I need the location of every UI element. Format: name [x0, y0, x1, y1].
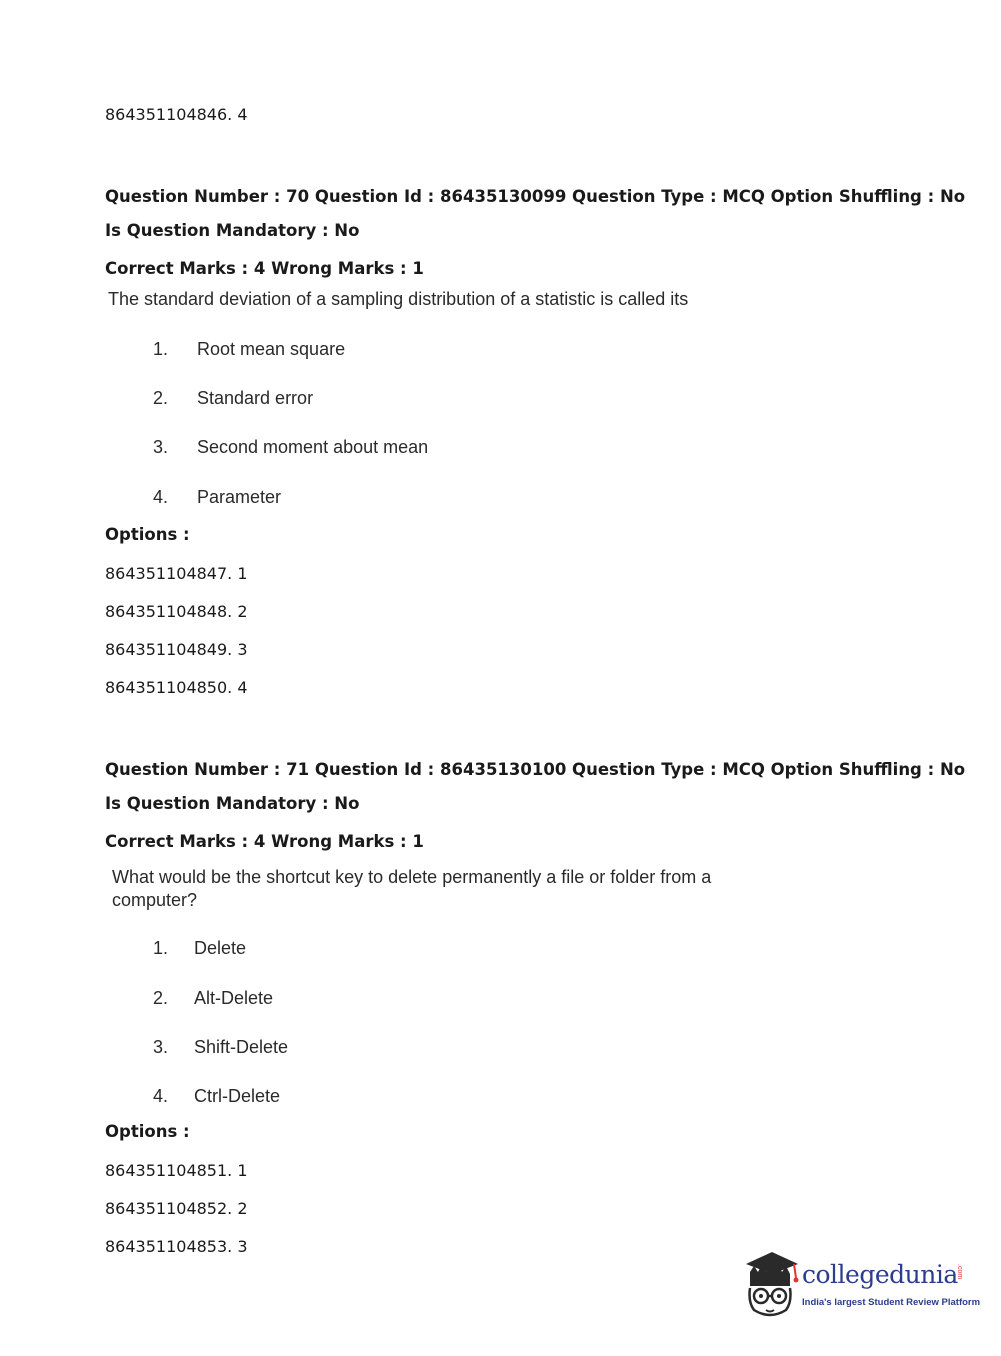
q70-choice-text-2: Standard error — [197, 388, 314, 408]
mascot-icon — [742, 1250, 802, 1320]
q71-text-line1: What would be the shortcut key to delete permanently a file or folder from a — [112, 867, 712, 887]
q70-option-2: 864351104848. 2 — [105, 602, 248, 621]
q71-choice-num-2: 2. — [153, 988, 169, 1008]
q71-option-1: 864351104851. 1 — [105, 1161, 248, 1180]
q71-choice-num-3: 3. — [153, 1037, 169, 1057]
q71-choice-num-4: 4. — [153, 1086, 169, 1106]
q70-marks: Correct Marks : 4 Wrong Marks : 1 — [105, 259, 424, 278]
q70-option-3: 864351104849. 3 — [105, 640, 248, 659]
q71-choice-text-4: Ctrl-Delete — [194, 1086, 281, 1106]
q70-choice-text-1: Root mean square — [197, 339, 346, 359]
q70-choice-num-3: 3. — [153, 437, 169, 457]
q71-choice-text-2: Alt-Delete — [194, 988, 274, 1008]
q71-text-line2: computer? — [112, 890, 198, 910]
q70-option-4: 864351104850. 4 — [105, 678, 248, 697]
q70-choice-text-4: Parameter — [197, 487, 282, 507]
q70-choice-text-3: Second moment about mean — [197, 437, 429, 457]
q71-option-3: 864351104853. 3 — [105, 1237, 248, 1256]
q71-choice-num-1: 1. — [153, 938, 169, 958]
q70-text: The standard deviation of a sampling distribution of a statistic is called its — [108, 289, 689, 309]
q71-mandatory: Is Question Mandatory : No — [105, 794, 360, 813]
logo-wordmark: collegedunia — [802, 1260, 958, 1289]
q71-choice-text-1: Delete — [194, 938, 247, 958]
q70-choice-num-4: 4. — [153, 487, 169, 507]
q71-marks: Correct Marks : 4 Wrong Marks : 1 — [105, 832, 424, 851]
q70-choice-num-2: 2. — [153, 388, 169, 408]
q71-option-2: 864351104852. 2 — [105, 1199, 248, 1218]
logo-com: .com — [956, 1264, 963, 1280]
q70-options-label: Options : — [105, 525, 190, 544]
q71-choice-text-3: Shift-Delete — [194, 1037, 289, 1057]
q71-header: Question Number : 71 Question Id : 86435130100 Question Type : MCQ Option Shuffling : No — [105, 760, 966, 779]
q70-header: Question Number : 70 Question Id : 86435130099 Question Type : MCQ Option Shuffling : No — [105, 187, 966, 206]
q70-choice-num-1: 1. — [153, 339, 169, 359]
logo-tagline: India's largest Student Review Platform — [802, 1297, 981, 1308]
collegedunia-logo — [742, 1250, 981, 1320]
prev-option: 864351104846. 4 — [105, 105, 248, 124]
q70-option-1: 864351104847. 1 — [105, 564, 248, 583]
q70-mandatory: Is Question Mandatory : No — [105, 221, 360, 240]
q71-options-label: Options : — [105, 1122, 190, 1141]
